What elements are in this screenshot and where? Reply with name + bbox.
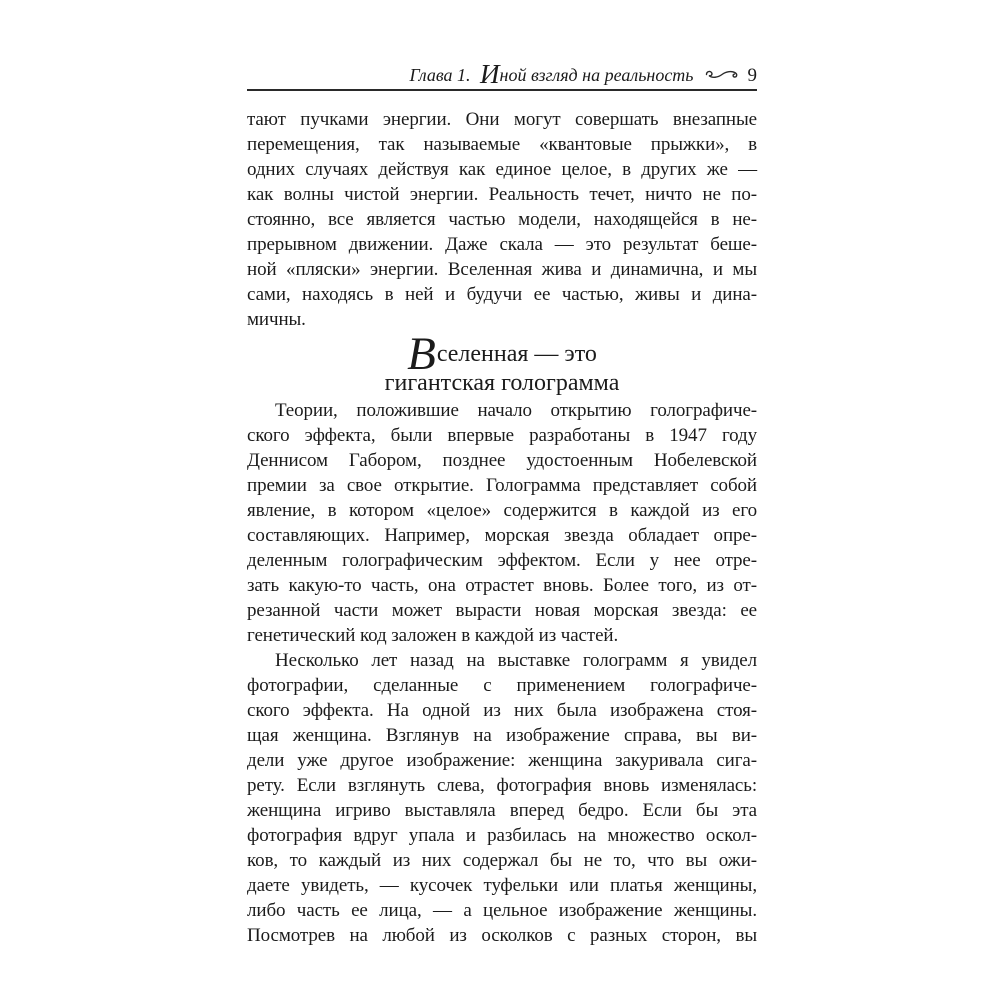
text-line: Несколько лет назад на выставке голограмм я увидел	[275, 650, 757, 671]
text-line: ков, то каждый из них содержал бы не то, что вы ожи-	[247, 850, 757, 871]
text-line: составляющих. Например, морская звезда обладает опре-	[247, 525, 757, 546]
paragraph	[247, 107, 757, 332]
text-line: перемещения, так называемые «квантовые прыжки», в	[247, 134, 757, 155]
running-header	[247, 59, 757, 91]
text-line: прерывном движении. Даже скала — это результат беше-	[247, 234, 757, 255]
text-line: премии за свое открытие. Голограмма представляет собой	[247, 475, 757, 496]
body-text	[247, 107, 757, 948]
paragraph	[247, 398, 757, 648]
text-line: генетический код заложен в каждой из частей.	[247, 625, 619, 646]
text-line: резанной части может вырасти новая морская звезда: ее	[247, 600, 757, 621]
page-number: 9	[747, 65, 757, 86]
text-line: мичны.	[247, 309, 306, 330]
text-line: ского эффекта, были впервые разработаны в 1947 году	[247, 425, 757, 446]
paragraph	[247, 648, 757, 948]
text-line: явление, в котором «целое» содержится в каждой из его	[247, 500, 757, 521]
section-heading	[247, 328, 757, 396]
text-line: сами, находясь в ней и будучи ее частью, живы и дина-	[247, 284, 757, 305]
text-line: щая женщина. Взглянув на изображение справа, вы ви-	[247, 725, 757, 746]
text-line: фотографии, сделанные с применением голографиче-	[247, 675, 757, 696]
chapter-label: Глава 1.	[409, 65, 471, 85]
text-line: дели уже другое изображение: женщина закуривала сига-	[247, 750, 757, 771]
text-line: Деннисом Габором, позднее удостоенным Нобелевской	[247, 450, 757, 471]
section-heading-line1-text: селенная — это	[436, 341, 597, 367]
text-line: одних случаях действуя как единое целое, в других же —	[247, 159, 757, 180]
running-header-line	[247, 59, 757, 89]
text-line: ского эффекта. На одной из них была изображена стоя-	[247, 700, 757, 721]
section-heading-line2: гигантская голограмма	[384, 370, 620, 396]
text-line: зать какую-то часть, она отрастет вновь. Более того, из от-	[247, 575, 757, 596]
text-line: Посмотрев на любой из осколков с разных сторон, вы	[247, 925, 757, 946]
chapter-title: ной взгляд на реальность	[499, 65, 694, 85]
chapter-title-initial: И	[480, 59, 500, 89]
section-heading-line1	[247, 328, 757, 380]
flourish-ornament-icon	[705, 68, 739, 80]
text-line: фотография вдруг упала и разбилась на множество оскол-	[247, 825, 757, 846]
text-line: как волны чистой энергии. Реальность течет, ничто не по-	[247, 184, 757, 205]
text-line: стоянно, все является частью модели, находящейся в не-	[247, 209, 757, 230]
text-line: либо часть ее лица, — а цельное изображение женщины.	[247, 900, 757, 921]
text-line: тают пучками энергии. Они могут совершать внезапные	[247, 109, 757, 130]
text-line: деленным голографическим эффектом. Если у нее отре-	[247, 550, 757, 571]
header-rule	[247, 89, 757, 91]
text-column	[247, 59, 757, 948]
text-line: даете увидеть, — кусочек туфельки или платья женщины,	[247, 875, 757, 896]
text-line: Теории, положившие начало открытию голографиче-	[275, 400, 757, 421]
text-line: ной «пляски» энергии. Вселенная жива и динамична, и мы	[247, 259, 757, 280]
section-heading-initial: В	[407, 328, 436, 380]
text-line: рету. Если взглянуть слева, фотография вновь изменялась:	[247, 775, 757, 796]
text-line: женщина игриво выставляла вперед бедро. Если бы эта	[247, 800, 757, 821]
